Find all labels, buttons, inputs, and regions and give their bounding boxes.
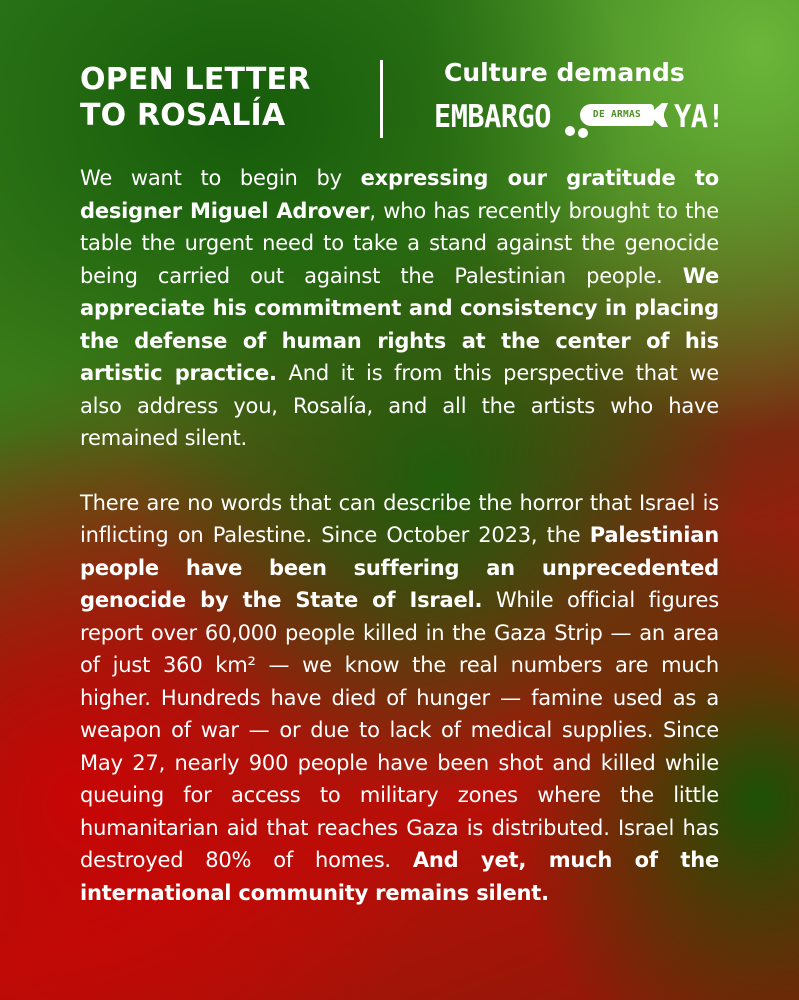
header	[80, 58, 725, 140]
paragraph	[80, 162, 719, 455]
body-text: , who has recently brought to the table the urgent need to take a stand against the genocide being carried out against the Palestinian people.	[80, 198, 720, 288]
paragraph	[80, 487, 719, 910]
bold-text: And yet, much of the international community remains silent.	[80, 848, 720, 905]
campaign-tagline: Culture demands	[444, 58, 685, 87]
body-text: We want to begin by	[80, 166, 361, 190]
bold-text: expressing our gratitude to designer Miguel Adrover	[80, 166, 719, 223]
bullet-fins-icon	[650, 102, 674, 128]
drips-icon	[564, 124, 604, 138]
body-text: And it is from this perspective that we also address you, Rosalía, and all the artists who have remained silent.	[80, 361, 720, 450]
page-title	[80, 62, 360, 134]
logo-suffix: YA!	[674, 99, 725, 135]
bold-text: Palestinian people have been suffering an unprecedented genocide by the State of Israel.	[80, 523, 719, 612]
title-line-1: OPEN LETTER	[80, 62, 311, 97]
logo-bullet-text: DE ARMAS	[592, 109, 642, 120]
header-divider	[380, 60, 383, 138]
title-line-2: TO ROSALÍA	[80, 98, 286, 133]
body-text: There are no words that can describe the horror that Israel is inflicting on Palestine. Since October 2023, the	[80, 490, 719, 547]
body-text: While official figures report over 60,000 people killed in the Gaza Strip — an area of just 360 km² — we know the real numbers are much higher. Hundreds have died of hunger — famine used as a weapon of war — or due to lack of medical supplies. Since May 27, nearly 900 people have been shot and killed while queuing for access to military zones where the little humanitarian aid that reaches Gaza is distributed. Israel has destroyed 80% of homes.	[80, 588, 719, 872]
campaign-logo	[434, 58, 724, 140]
bold-text: We appreciate his commitment and consistency in placing the defense of human rights at the center of his artistic practice.	[80, 263, 719, 385]
embargo-logo	[434, 96, 725, 140]
logo-word: EMBARGO	[434, 99, 551, 135]
letter-body	[80, 162, 719, 909]
bullet-icon	[580, 104, 654, 126]
